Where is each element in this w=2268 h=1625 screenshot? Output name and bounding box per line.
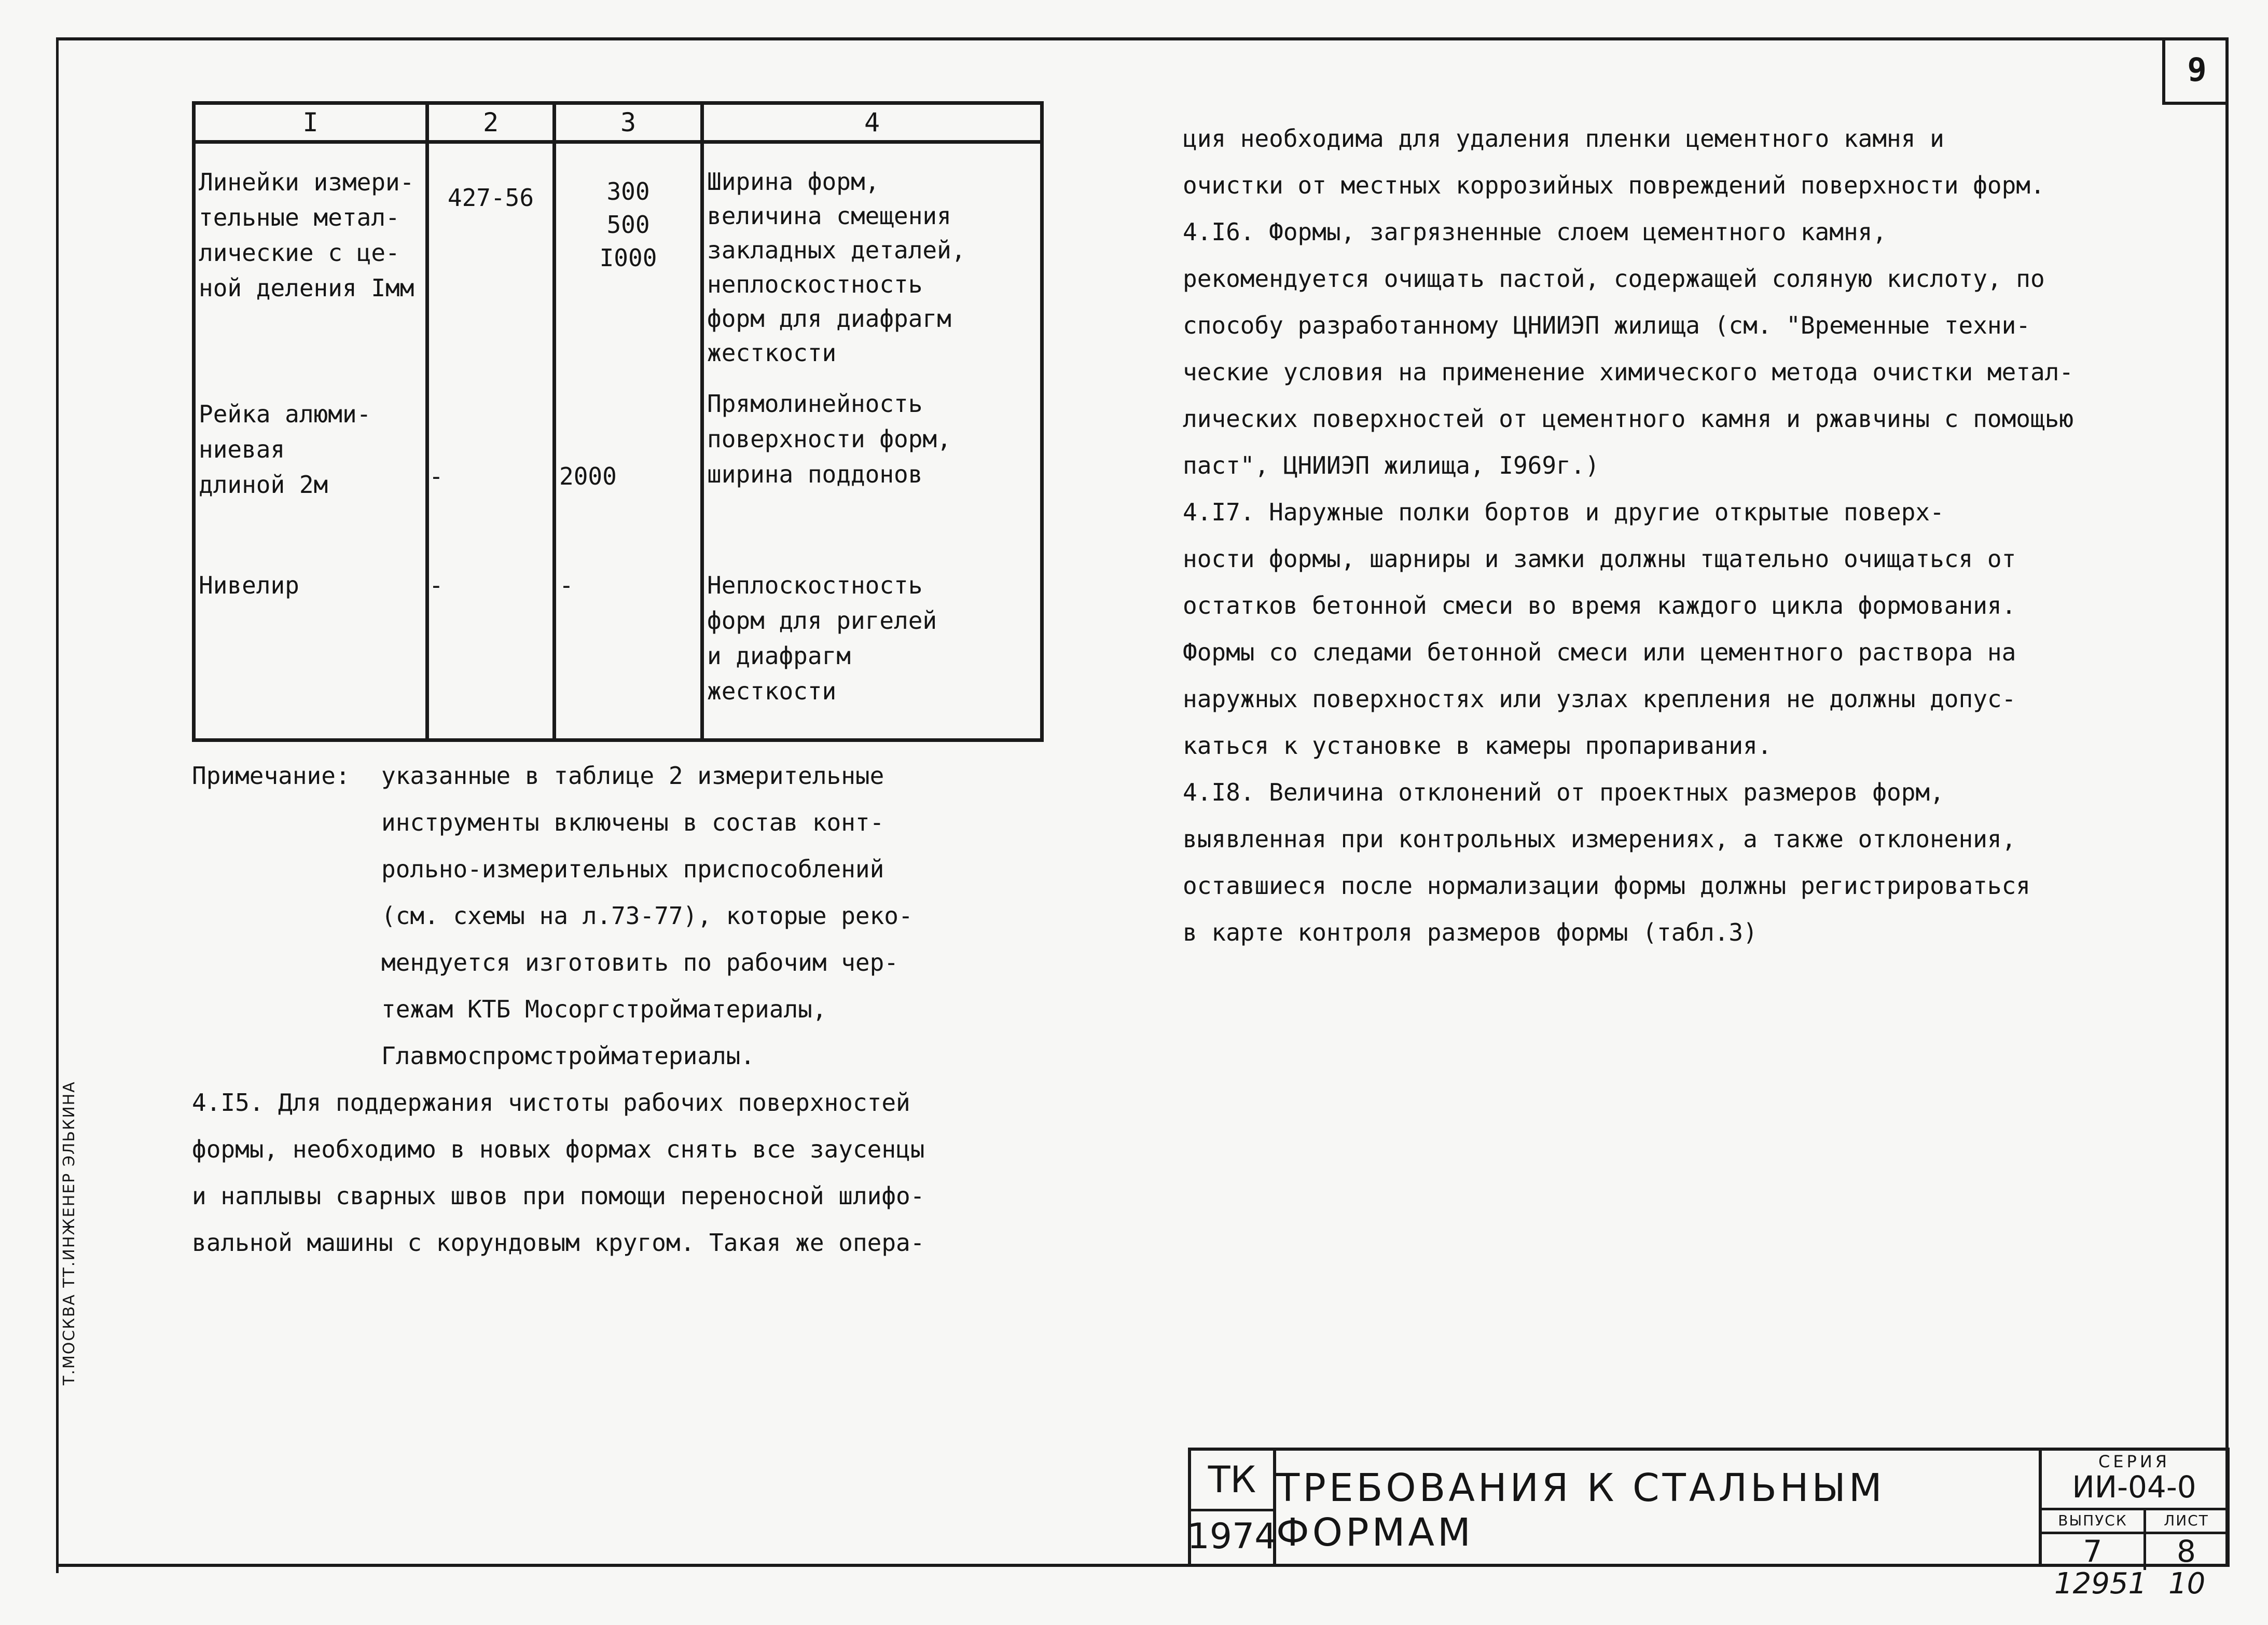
issue-value: 7	[2083, 1534, 2103, 1569]
series-value: ИИ-04-0	[2072, 1469, 2196, 1505]
tool-length-cell: 2000	[555, 381, 702, 552]
tool-purpose-cell: Прямолинейность поверхности форм, ширина поддонов	[702, 381, 1042, 552]
handwritten-number: 12951	[2054, 1567, 2147, 1601]
handwritten-page: 10	[2168, 1567, 2206, 1601]
page-number: 9	[2162, 37, 2229, 105]
series-box	[2039, 1448, 2230, 1567]
margin-signature-text: Т.МОСКВА ТТ.ИНЖЕНЕР ЭЛЬКИНА	[60, 1081, 78, 1385]
tk-year: 1974	[1187, 1516, 1277, 1557]
tool-name-cell: Нивелир	[194, 552, 427, 740]
series-label: СЕРИЯ	[2098, 1452, 2170, 1471]
margin-signatures	[31, 763, 78, 1385]
tk-label: ТК	[1191, 1451, 1273, 1511]
tk-box	[1188, 1448, 1276, 1567]
paragraphs-right-column: ция необходима для удаления пленки цементного камня и очистки от местных коррозийных повреждений поверхности форм. 4.I6. Формы, загрязненные слоем цементного камня, рекомендуется очищать пастой, содержащей соляную кислоту, по способу разработанному ЦНИИЭП жилища (см. "Временные техни- ческие условия на применение химического метода очистки метал- лических поверхностей от цементного камня и ржавчины с помощью паст", ЦНИИЭП жилища, I969г.) 4.I7. Наружные полки бортов и другие открытые поверх- ности формы, шарниры и замки должны тщательно очищаться от остатков бетонной смеси во время каждого цикла формования. Формы со следами бетонной смеси или цементного раствора на наружных поверхностях или узлах крепления не должны допус- каться к установке в камеры пропаривания. 4.I8. Величина отклонений от проектных размеров форм, выявленная при контрольных измерениях, а также отклонения, оставшиеся после нормализации формы должны регистрироваться в карте контроля размеров формы (табл.3)	[1183, 125, 2074, 946]
drawing-title: ТРЕБОВАНИЯ К СТАЛЬНЫМ ФОРМАМ	[1276, 1448, 2039, 1570]
table-header-row	[194, 103, 1042, 142]
note-label: Примечание:	[192, 762, 350, 790]
tool-length-cell: -	[555, 552, 702, 740]
note-body: указанные в таблице 2 измерительные инструменты включены в состав конт- рольно-измерительных приспособлений (см. схемы на л.73-77), которые реко- мендуется изготовить по рабочим чер- тежам КТБ Мосоргстройматериалы, Главмоспромстройматериалы.	[381, 762, 913, 1070]
tool-purpose-cell: Неплоскостность форм для ригелей и диафрагм жесткости	[702, 552, 1042, 740]
table-row	[194, 142, 1042, 381]
tool-name-cell: Рейка алюми- ниевая длиной 2м	[194, 381, 427, 552]
table-header-cell: I	[194, 103, 427, 142]
tool-purpose-cell: Ширина форм, величина смещения закладных деталей, неплоскостность форм для диафрагм жесткости	[702, 142, 1042, 381]
table-header-cell: 4	[702, 103, 1042, 142]
table-row	[194, 552, 1042, 740]
paragraph-4-15: 4.I5. Для поддержания чистоты рабочих поверхностей формы, необходимо в новых формах снять все заусенцы и наплывы сварных швов при помощи переносной шлифо- вальной машины с корундовым кругом. Такая же опера-	[192, 1089, 925, 1257]
sheet-label: ЛИСТ	[2164, 1512, 2209, 1529]
tool-name-cell: Линейки измери- тельные метал- лические с це- ной деления Iмм	[194, 142, 427, 381]
table-row	[194, 381, 1042, 552]
measuring-tools-table	[192, 101, 1044, 742]
issue-label: ВЫПУСК	[2058, 1512, 2127, 1529]
tool-gost-cell: -	[427, 381, 555, 552]
sheet-value: 8	[2177, 1534, 2196, 1569]
tool-gost-cell: 427-56	[427, 142, 555, 381]
tool-length-cell: 300 500 I000	[555, 142, 702, 381]
title-block	[1188, 1448, 2230, 1567]
tool-gost-cell: -	[427, 552, 555, 740]
table-header-cell: 2	[427, 103, 555, 142]
table-header-cell: 3	[555, 103, 702, 142]
